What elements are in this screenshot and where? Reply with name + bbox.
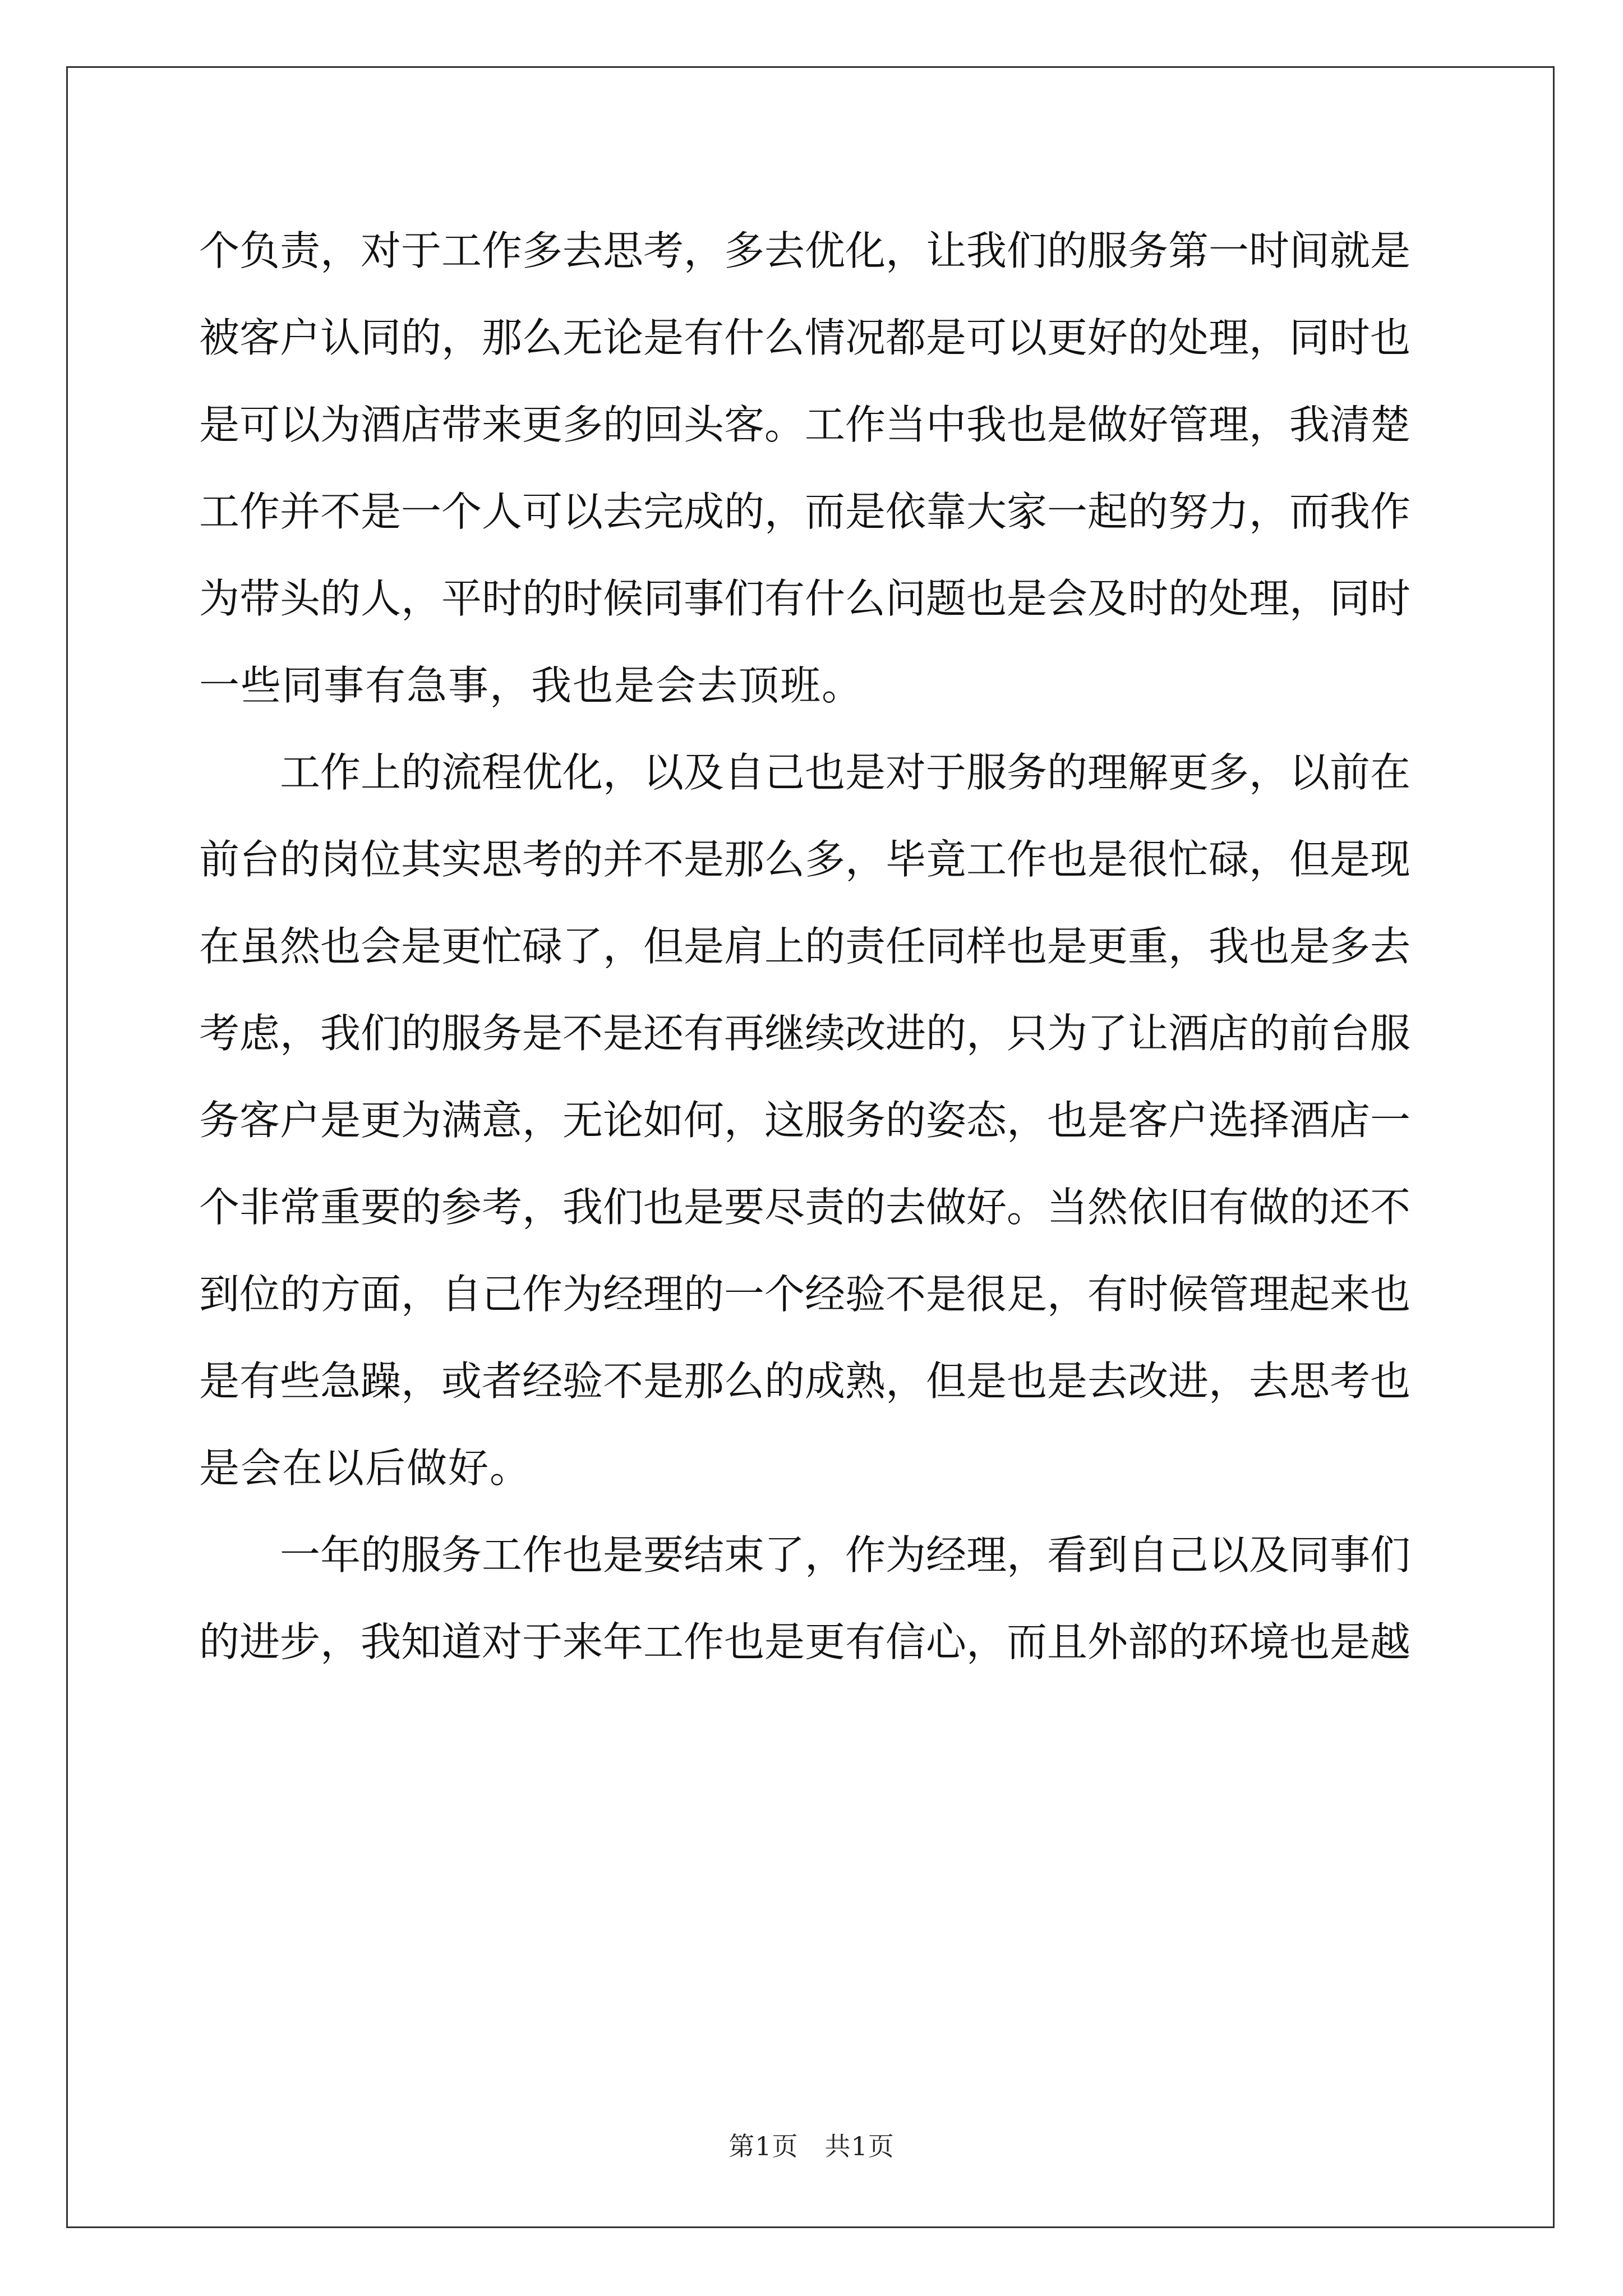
text-line: 被客户认同的，那么无论是有什么情况都是可以更好的处理，同时也 <box>199 314 1411 361</box>
document-body <box>199 208 1427 1686</box>
page-number: 第1页 <box>728 2131 799 2161</box>
text-line: 是有些急躁，或者经验不是那么的成熟，但是也是去改进，去思考也 <box>199 1358 1411 1405</box>
text-line: 工作并不是一个人可以去完成的，而是依靠大家一起的努力，而我作 <box>199 488 1411 535</box>
text-line: 是会在以后做好。 <box>199 1444 532 1492</box>
text-line: 一些同事有急事，我也是会去顶班。 <box>199 662 864 709</box>
page-total: 共1页 <box>824 2131 895 2161</box>
text-line: 一年的服务工作也是要结束了，作为经理，看到自己以及同事们 <box>199 1531 1411 1579</box>
text-line: 工作上的流程优化，以及自己也是对于服务的理解更多，以前在 <box>199 749 1411 796</box>
text-line: 在虽然也会是更忙碌了，但是肩上的责任同样也是更重，我也是多去 <box>199 923 1411 970</box>
text-line: 务客户是更为满意，无论如何，这服务的姿态，也是客户选择酒店一 <box>199 1097 1411 1144</box>
text-line: 前台的岗位其实思考的并不是那么多，毕竟工作也是很忙碌，但是现 <box>199 836 1411 883</box>
text-line: 考虑，我们的服务是不是还有再继续改进的，只为了让酒店的前台服 <box>199 1010 1411 1057</box>
text-line: 的进步，我知道对于来年工作也是更有信心，而且外部的环境也是越 <box>199 1618 1411 1665</box>
text-line: 是可以为酒店带来更多的回头客。工作当中我也是做好管理，我清楚 <box>199 401 1411 448</box>
text-line: 到位的方面，自己作为经理的一个经验不是很足，有时候管理起来也 <box>199 1271 1411 1318</box>
text-line: 为带头的人，平时的时候同事们有什么问题也是会及时的处理，同时 <box>199 575 1411 622</box>
text-line: 个负责，对于工作多去思考，多去优化，让我们的服务第一时间就是 <box>199 227 1411 274</box>
text-line: 个非常重要的参考，我们也是要尽责的去做好。当然依旧有做的还不 <box>199 1184 1411 1231</box>
page-footer <box>0 2126 1623 2163</box>
